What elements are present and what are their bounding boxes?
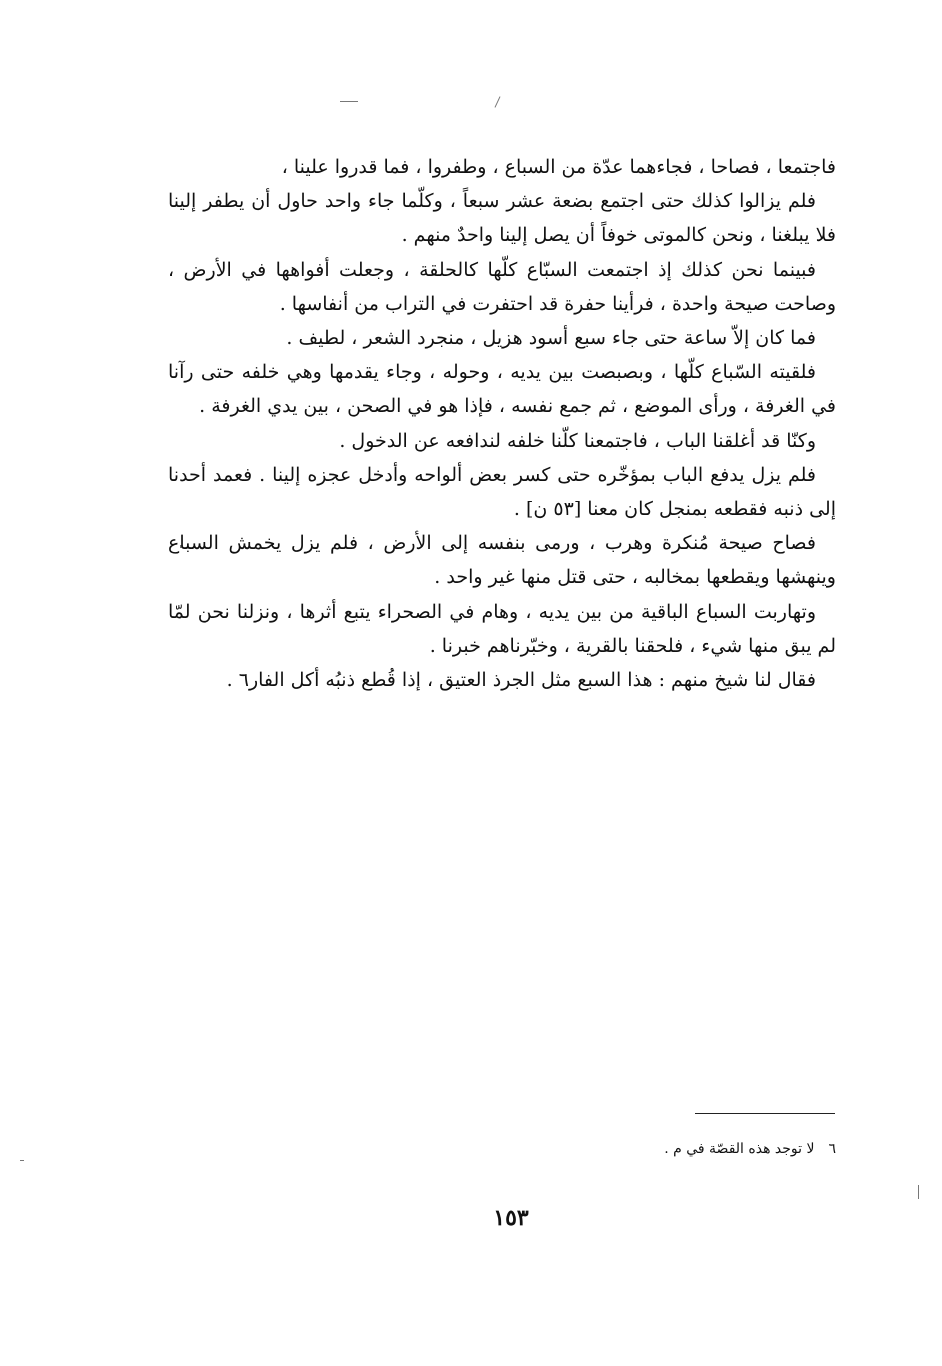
- paragraph-2: فلم يزالوا كذلك حتى اجتمع بضعة عشر سبعاً ، وكلّما جاء واحد حاول أن يطفر إلينا فلا يبلغنا ، ونحن كالموتى خوفاً أن يصل إلينا واحدٌ منهم .: [168, 190, 836, 247]
- paragraph-1: فاجتمعا ، فصاحا ، فجاءهما عدّة من السباع ، وطفروا ، فما قدروا علينا ،: [281, 156, 836, 178]
- footnote: [420, 1138, 836, 1160]
- scan-speck: [918, 1185, 919, 1199]
- paragraph-8: فصاح صيحة مُنكرة وهرب ، ورمى بنفسه إلى الأرض ، فلم يزل يخمش السباع وينهشها ويقطعها بمخالبه ، حتى قتل منها غير واحد .: [168, 532, 836, 589]
- paragraph-6: وكنّا قد أغلقنا الباب ، فاجتمعنا كلّنا خلفه لندافعه عن الدخول .: [339, 429, 816, 452]
- page-number: ١٥٣: [493, 1205, 529, 1231]
- footnote-separator: [695, 1113, 835, 1114]
- paragraph-7: فلم يزل يدفع الباب بمؤخّره حتى كسر بعض ألواحه وأدخل عجزه إلينا . فعمد أحدنا إلى ذنبه فقطعه بمنجل كان معنا [٥٣ ن] .: [168, 463, 836, 521]
- paragraph-10: فقال لنا شيخ منهم : هذا السبع مثل الجرذ العتيق ، إذا قُطع ذنبُه أكل الفار٦ .: [226, 669, 816, 692]
- paragraph-9: وتهاربت السباع الباقية من بين يديه ، وهام في الصحراء يتبع أثرها ، ونزلنا نحن لمّا لم يبق منها شيء ، فلحقنا بالقرية ، وخبّرناهم خبرنا .: [168, 600, 836, 657]
- scan-speck: [340, 101, 358, 102]
- paragraph-5: فلقيته السّباع كلّها ، وبصبصت بين يديه ، وحوله ، وجاء يقدمها وهي خلفه حتى رآنا في الغرفة ، ورأى الموضع ، ثم جمع نفسه ، فإذا هو في الصحن ، بين يدي الغرفة .: [168, 361, 836, 418]
- paragraph-4: فما كان إلاّ ساعة حتى جاء سبع أسود هزيل ، منجرد الشعر ، لطيف .: [286, 327, 816, 350]
- scan-speck: [20, 1160, 24, 1161]
- paragraph-3: فبينما نحن كذلك إذ اجتمعت السبّاع كلّها كالحلقة ، وجعلت أفواهها في الأرض ، وصاحت صيحة واحدة ، فرأينا حفرة قد احتفرت في التراب من أنفاسها .: [168, 258, 836, 315]
- footnote-number: ٦: [828, 1141, 836, 1157]
- footnote-text: لا توجد هذه القصّة في م .: [664, 1141, 815, 1157]
- scan-speck: [495, 96, 501, 107]
- body-text: [168, 150, 836, 697]
